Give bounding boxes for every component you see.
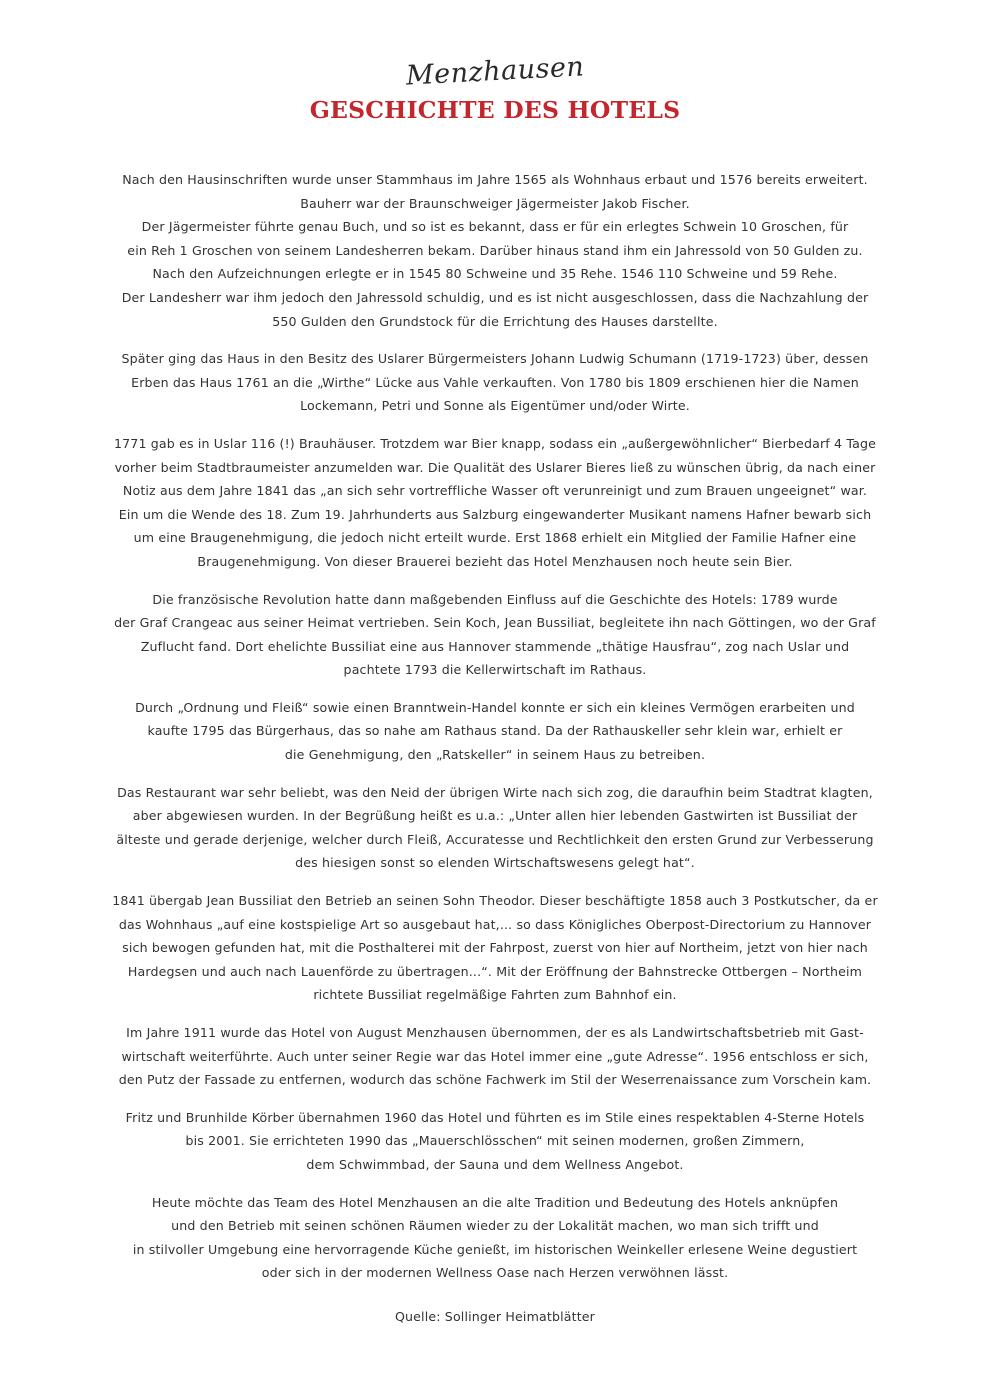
paragraph bbox=[50, 1191, 940, 1285]
paragraph-line: sich bewogen gefunden hat, mit die Posthalterei mit der Fahrpost, zuerst von hier auf Northeim, jetzt von hier nach bbox=[122, 940, 868, 956]
paragraph bbox=[50, 889, 940, 1007]
paragraph-line: 550 Gulden den Grundstock für die Errichtung des Hauses darstellte. bbox=[272, 313, 718, 329]
paragraph bbox=[50, 696, 940, 767]
paragraph-line: Die französische Revolution hatte dann maßgebenden Einfluss auf die Geschichte des Hotels: 1789 wurde bbox=[152, 591, 838, 607]
paragraph-line: kaufte 1795 das Bürgerhaus, das so nahe am Rathaus stand. Da der Rathauskeller sehr klein war, erhielt er bbox=[147, 723, 843, 739]
paragraph-line: ein Reh 1 Groschen von seinem Landesherren bekam. Darüber hinaus stand ihm ein Jahressold von 50 Gulden zu. bbox=[127, 242, 863, 258]
paragraph-line: richtete Bussiliat regelmäßige Fahrten zum Bahnhof ein. bbox=[313, 987, 677, 1003]
paragraph-line: aber abgewiesen wurden. In der Begrüßung heißt es u.a.: „Unter allen hier lebenden Gastwirten ist Bussiliat der bbox=[132, 808, 858, 824]
paragraph-line: Fritz und Brunhilde Körber übernahmen 1960 das Hotel und führten es im Stile eines respektablen 4-Sterne Hotels bbox=[125, 1109, 865, 1125]
paragraph-line: bis 2001. Sie errichteten 1990 das „Mauerschlösschen“ mit seinen modernen, großen Zimmern, bbox=[185, 1133, 805, 1149]
paragraph bbox=[50, 168, 940, 333]
page-title: GESCHICHTE DES HOTELS bbox=[309, 96, 681, 124]
paragraph-line: wirtschaft weiterführte. Auch unter seiner Regie war das Hotel immer eine „gute Adresse“. 1956 entschloss er sich, bbox=[121, 1048, 869, 1064]
paragraph-line: Heute möchte das Team des Hotel Menzhausen an die alte Tradition und Bedeutung des Hotels anknüpfen bbox=[151, 1194, 839, 1210]
paragraph bbox=[50, 432, 940, 574]
paragraph-line: pachtete 1793 die Kellerwirtschaft im Rathaus. bbox=[343, 662, 647, 678]
paragraph-list bbox=[50, 168, 940, 1285]
paragraph-line: Durch „Ordnung und Fleiß“ sowie einen Branntwein-Handel konnte er sich ein kleines Vermögen erarbeiten und bbox=[135, 699, 855, 715]
paragraph-line: in stilvoller Umgebung eine hervorragende Küche genießt, im historischen Weinkeller erlesene Weine degustiert bbox=[132, 1241, 858, 1257]
paragraph-line: die Genehmigung, den „Ratskeller“ in seinem Haus zu betreiben. bbox=[284, 747, 706, 763]
paragraph-line: Notiz aus dem Jahre 1841 das „an sich sehr vortreffliche Wasser oft verunreinigt und zum Brauen ungeeignet“ war. bbox=[122, 483, 868, 499]
paragraph-line: Ein um die Wende des 18. Zum 19. Jahrhunderts aus Salzburg eingewanderter Musikant namens Hafner bewarb sich bbox=[118, 506, 872, 522]
paragraph-line: Hardegsen und auch nach Lauenförde zu übertragen...“. Mit der Eröffnung der Bahnstrecke Ottbergen – Northeim bbox=[127, 963, 863, 979]
paragraph-line: und den Betrieb mit seinen schönen Räumen wieder zu der Lokalität machen, wo man sich trifft und bbox=[171, 1218, 819, 1234]
paragraph-line: der Graf Crangeac aus seiner Heimat vertrieben. Sein Koch, Jean Bussiliat, begleitete ihn nach Göttingen, wo der Graf bbox=[114, 615, 876, 631]
paragraph bbox=[50, 781, 940, 875]
paragraph bbox=[50, 1021, 940, 1092]
paragraph-line: Nach den Hausinschriften wurde unser Stammhaus im Jahre 1565 als Wohnhaus erbaut und 1576 bereits erweitert. bbox=[122, 172, 868, 187]
paragraph-line: Braugenehmigung. Von dieser Brauerei bezieht das Hotel Menzhausen noch heute sein Bier. bbox=[197, 553, 793, 569]
paragraph-line: 1841 übergab Jean Bussiliat den Betrieb an seinen Sohn Theodor. Dieser beschäftigte 1858 auch 3 Postkutscher, da er bbox=[112, 893, 878, 909]
paragraph-line: des hiesigen sonst so elenden Wirtschaftswesens gelegt hat“. bbox=[295, 855, 695, 871]
paragraph-line: Im Jahre 1911 wurde das Hotel von August Menzhausen übernommen, der es als Landwirtschaftsbetrieb mit Gast- bbox=[126, 1025, 864, 1040]
paragraph-line: oder sich in der modernen Wellness Oase nach Herzen verwöhnen lässt. bbox=[261, 1265, 729, 1281]
paragraph-line: Der Landesherr war ihm jedoch den Jahressold schuldig, und es ist nicht ausgeschlossen, dass die Nachzahlung der bbox=[121, 289, 869, 305]
paragraph-line: dem Schwimmbad, der Sauna und dem Wellness Angebot. bbox=[306, 1156, 684, 1172]
paragraph-line: 1771 gab es in Uslar 116 (!) Brauhäuser. Trotzdem war Bier knapp, sodass ein „außergewöhnlicher“ Bierbedarf 4 Tage bbox=[113, 435, 877, 451]
hotel-logo: Menzhausen bbox=[405, 51, 585, 92]
paragraph bbox=[50, 347, 940, 418]
history-text bbox=[50, 168, 940, 1329]
source-citation: Quelle: Sollinger Heimatblätter bbox=[394, 1308, 596, 1324]
paragraph bbox=[50, 588, 940, 682]
paragraph-line: um eine Braugenehmigung, die jedoch nicht erteilt wurde. Erst 1868 erhielt ein Mitglied der Familie Hafner eine bbox=[133, 530, 857, 546]
paragraph-line: Nach den Aufzeichnungen erlegte er in 1545 80 Schweine und 35 Rehe. 1546 110 Schweine und 59 Rehe. bbox=[152, 266, 838, 282]
paragraph-line: Erben das Haus 1761 an die „Wirthe“ Lücke aus Vahle verkauften. Von 1780 bis 1809 erschienen hier die Namen bbox=[131, 374, 859, 390]
paragraph-line: Das Restaurant war sehr beliebt, was den Neid der übrigen Wirte nach sich zog, die daraufhin beim Stadtrat klagten, bbox=[117, 784, 873, 800]
paragraph-line: das Wohnhaus „auf eine kostspielige Art so ausgebaut hat,... so dass Königliches Oberpost-Directorium zu Hannover bbox=[118, 916, 872, 932]
paragraph-line: den Putz der Fassade zu entfernen, wodurch das schöne Fachwerk im Stil der Weserrenaissance zum Vorschein kam. bbox=[118, 1072, 872, 1088]
header bbox=[0, 52, 990, 126]
paragraph-line: Bauherr war der Braunschweiger Jägermeister Jakob Fischer. bbox=[300, 195, 690, 211]
paragraph-line: Zuflucht fand. Dort ehelichte Bussiliat eine aus Hannover stammende „thätige Hausfrau“, zog nach Uslar und bbox=[140, 638, 850, 654]
paragraph-line: Später ging das Haus in den Besitz des Uslarer Bürgermeisters Johann Ludwig Schumann (1719-1723) über, dessen bbox=[121, 351, 869, 367]
paragraph-line: vorher beim Stadtbraumeister anzumelden war. Die Qualität des Uslarer Bieres ließ zu wünschen übrig, da nach einer bbox=[114, 459, 876, 475]
paragraph-line: älteste und gerade derjenige, welcher durch Fleiß, Accuratesse und Rechtlichkeit den ersten Grund zur Verbesserung bbox=[116, 831, 874, 847]
paragraph bbox=[50, 1106, 940, 1177]
paragraph-line: Der Jägermeister führte genau Buch, und so ist es bekannt, dass er für ein erlegtes Schwein 10 Groschen, für bbox=[141, 219, 849, 235]
paragraph-line: Lockemann, Petri und Sonne als Eigentümer und/oder Wirte. bbox=[300, 398, 690, 414]
